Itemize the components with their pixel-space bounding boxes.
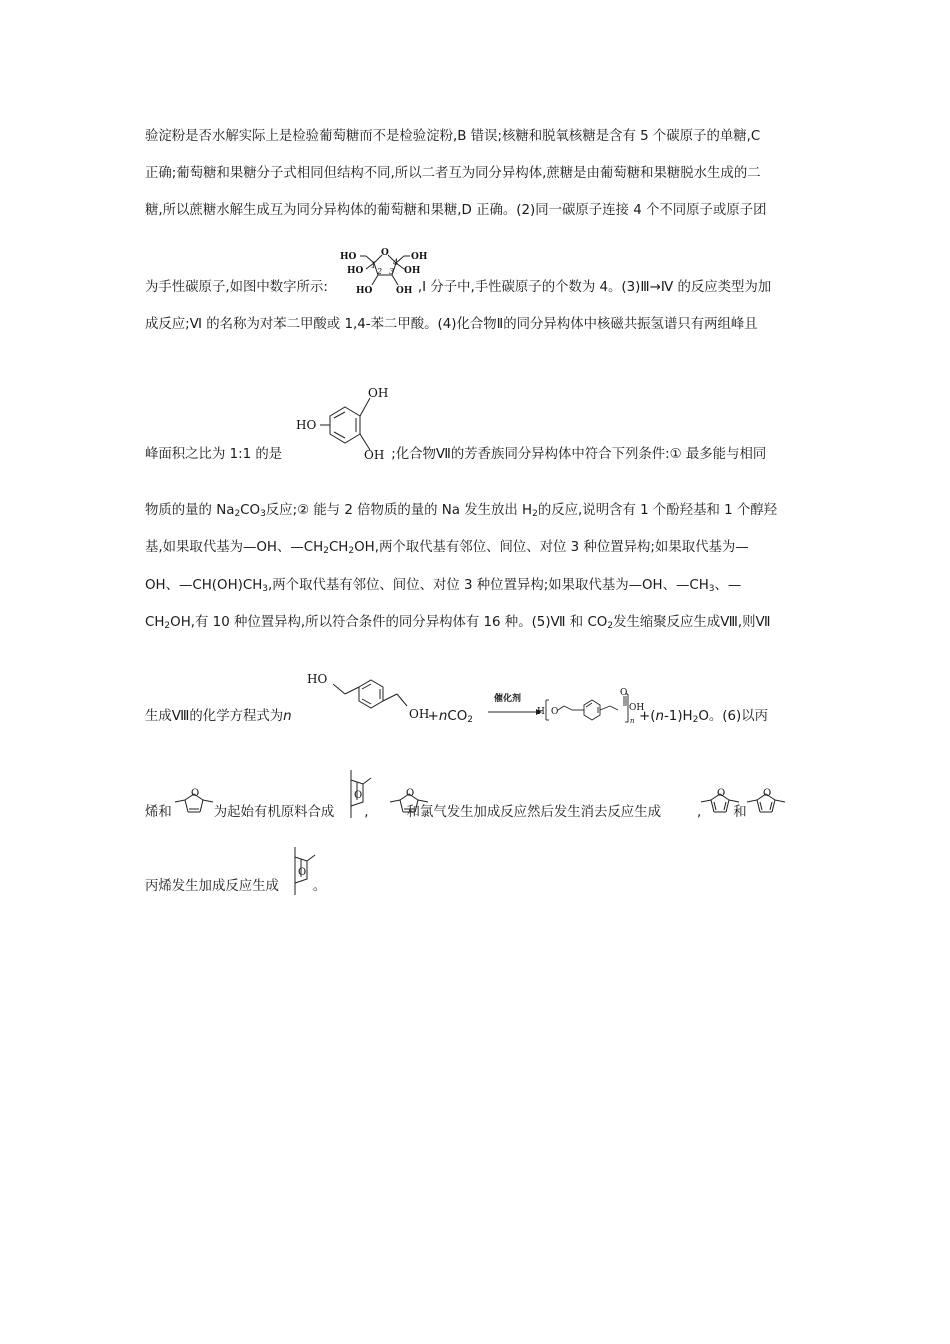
text-line-1 — [145, 128, 760, 146]
text: OH,有 10 种位置异构,所以符合条件的同分异构体有 16 种。(5)Ⅶ 和 CO — [170, 615, 608, 630]
polymer-oh: OH — [629, 703, 645, 713]
sugar-oh2: OH — [404, 266, 421, 276]
bicyclic-structure-2 — [287, 845, 319, 897]
text: CO — [447, 709, 468, 724]
catalyst-label: 催化剂 — [494, 694, 522, 704]
sugar-ho2: HO — [347, 266, 364, 276]
text: 丙烯发生加成反应生成 — [145, 879, 279, 894]
furan-o: O — [191, 788, 200, 799]
polymer-structure — [536, 686, 656, 726]
text-line-6 — [145, 446, 766, 464]
text: 物质的量的 Na — [145, 503, 235, 518]
text: -1)H — [663, 709, 693, 724]
subscript: 2 — [348, 546, 355, 556]
text: + — [427, 709, 439, 724]
text: 正确;葡萄糖和果糖分子式相同但结构不同,所以二者互为同分异构体,蔗糖是由葡萄糖和果糖脱水生成的二 — [145, 166, 761, 181]
diol-structure — [305, 668, 435, 726]
coefficient-n: n — [655, 709, 664, 724]
text: 和氯气发生加成反应然后发生消去反应生成 — [406, 805, 661, 820]
text: 生成Ⅷ的化学方程式为 — [145, 709, 284, 724]
dihydrofuran-structure-1 — [172, 784, 216, 818]
sugar-num-1: 1 — [371, 261, 377, 270]
furan-o: O — [298, 867, 307, 878]
text-line-11 — [145, 708, 768, 726]
phloro-oh-top: OH — [368, 386, 389, 400]
subscript: 3 — [262, 584, 269, 594]
subscript: 2 — [467, 715, 474, 725]
furan-o: O — [406, 788, 415, 799]
polymer-n: n — [630, 717, 635, 725]
text: 糖,所以蔗糖水解生成互为同分异构体的葡萄糖和果糖,D 正确。(2)同一碳原子连接 4 个不同原子或原子团 — [145, 203, 767, 218]
text: ,I 分子中,手性碳原子的个数为 4。(3)Ⅲ→Ⅳ 的反应类型为加 — [417, 280, 772, 295]
coefficient-n: n — [438, 709, 448, 724]
text: 成反应;Ⅵ 的名称为对苯二甲酸或 1,4-苯二甲酸。(4)化合物Ⅱ的同分异构体中核磁共振氢谱只有两组峰且 — [145, 317, 758, 332]
sugar-ho1: HO — [340, 252, 357, 262]
sugar-ring-o: O — [381, 248, 389, 258]
text: 验淀粉是否水解实际上是检验葡萄糖而不是检验淀粉,B 错误;核糖和脱氧核糖是含有 5 个碳原子的单糖,C — [145, 129, 761, 144]
subscript: 3 — [708, 584, 715, 594]
text: 、— — [714, 578, 742, 593]
text-line-2 — [145, 165, 761, 183]
furan-o: O — [354, 790, 363, 801]
text: CO — [240, 503, 261, 518]
phloroglucinol-structure — [290, 383, 400, 465]
text-line-7 — [145, 502, 777, 520]
phloro-oh-bottom: OH — [364, 448, 385, 462]
subscript: 3 — [260, 509, 266, 519]
subscript: 2 — [532, 509, 538, 519]
sugar-num-3: 3 — [389, 267, 395, 276]
text: CH — [145, 615, 165, 630]
text: 为手性碳原子,如图中数字所示: — [145, 280, 328, 295]
text: 基,如果取代基为—OH、—CH — [145, 540, 324, 555]
reaction-arrow — [486, 692, 542, 722]
dihydrofuran-structure-2 — [387, 784, 431, 818]
text: +( — [639, 709, 656, 724]
text-line-8 — [145, 539, 749, 557]
text: CH — [328, 540, 349, 555]
furan-o: O — [717, 788, 726, 799]
text-line-5 — [145, 316, 758, 334]
text-line-4 — [145, 279, 771, 297]
text: 反应;② 能与 2 倍物质的量的 Na 发生放出 H — [265, 503, 533, 518]
polymer-o2: O — [620, 688, 628, 698]
polymer-h: H — [537, 707, 545, 717]
text: 峰面积之比为 1:1 的是 — [145, 447, 283, 462]
sugar-num-2: 2 — [377, 267, 383, 276]
text: 发生缩聚反应生成Ⅷ,则Ⅶ — [613, 615, 771, 630]
subscript: 2 — [607, 621, 614, 631]
diol-oh: OH — [409, 707, 430, 721]
text: O。(6)以丙 — [698, 709, 769, 724]
diol-ho: HO — [307, 672, 328, 686]
text-line-9 — [145, 577, 741, 595]
furan-o: O — [763, 788, 772, 799]
text-line-12 — [145, 804, 747, 822]
furan-structure-2 — [744, 784, 788, 818]
sugar-ho3: HO — [356, 286, 373, 296]
sugar-oh1: OH — [411, 252, 428, 262]
text-line-3 — [145, 202, 766, 220]
furan-structure-1 — [698, 784, 742, 818]
subscript: 2 — [234, 509, 241, 519]
text: 为起始有机原料合成 — [213, 805, 335, 820]
phloro-ho-left: HO — [296, 418, 317, 432]
text-line-10 — [145, 614, 770, 632]
subscript: 2 — [692, 715, 699, 725]
sugar-oh3: OH — [396, 286, 413, 296]
sugar-structure — [338, 243, 438, 297]
text: 的反应,说明含有 1 个酚羟基和 1 个醇羟 — [537, 503, 778, 518]
text: 烯和 — [145, 805, 172, 820]
text: ,两个取代基有邻位、间位、对位 3 种位置异构;如果取代基为—OH、—CH — [268, 578, 709, 593]
text: 。 — [312, 879, 327, 894]
text: , — [364, 805, 369, 820]
text: 和 — [733, 805, 747, 820]
subscript: 2 — [164, 621, 171, 631]
subscript: 2 — [323, 546, 329, 556]
bicyclic-structure-1 — [343, 768, 375, 820]
text: OH、—CH(OH)CH — [145, 578, 263, 593]
text: , — [696, 805, 702, 820]
text: ;化合物Ⅶ的芳香族同分异构体中符合下列条件:① 最多能与相同 — [391, 447, 767, 462]
polymer-o1: O — [551, 707, 559, 717]
sugar-num-4: 4 — [393, 258, 399, 267]
text: OH,两个取代基有邻位、间位、对位 3 种位置异构;如果取代基为— — [354, 540, 749, 555]
coefficient-n: n — [283, 709, 292, 724]
